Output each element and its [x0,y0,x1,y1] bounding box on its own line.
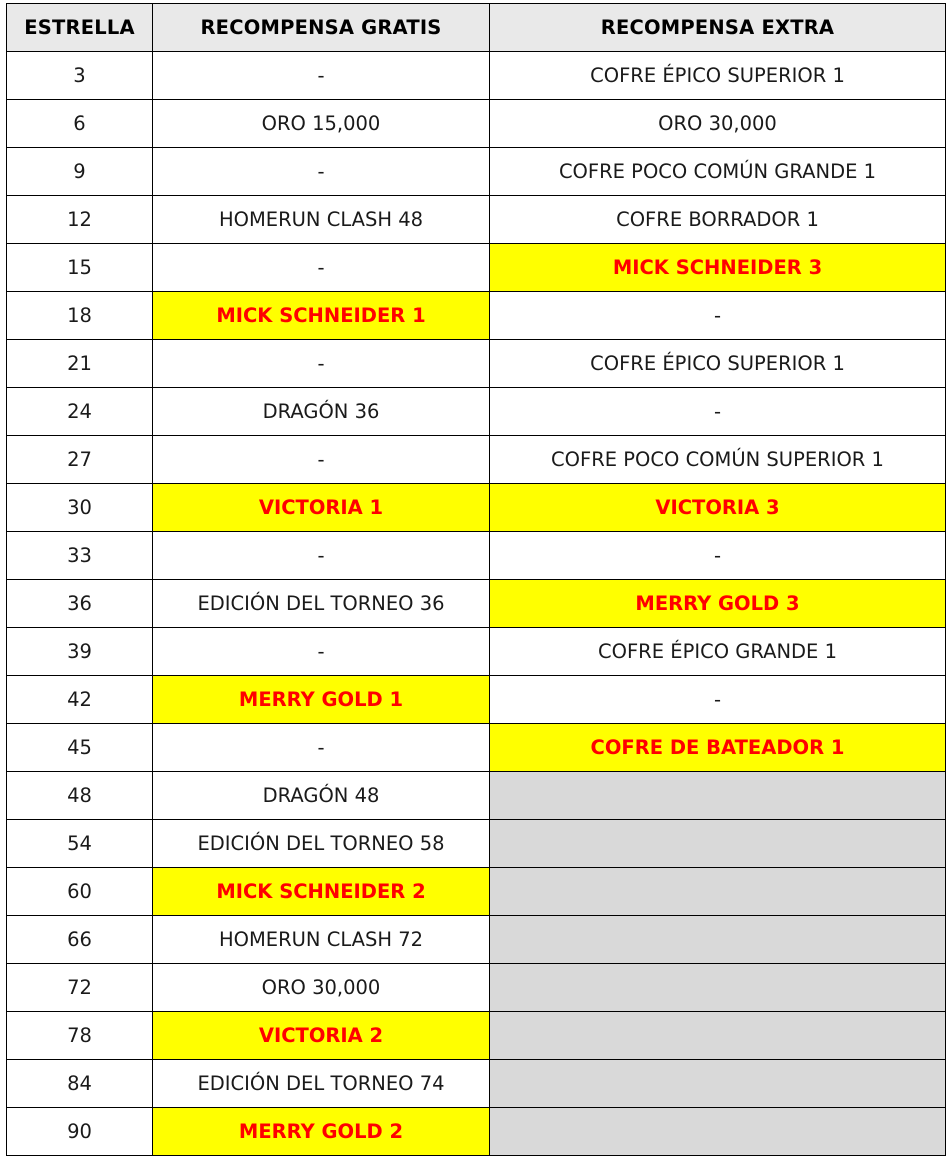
table-row [7,244,946,292]
table-row [7,436,946,484]
free-reward-cell: - [153,532,490,580]
header-recompensa-extra: RECOMPENSA EXTRA [490,4,946,52]
star-cell: 66 [7,916,153,964]
star-cell: 6 [7,100,153,148]
table-row [7,1012,946,1060]
free-reward-cell: HOMERUN CLASH 48 [153,196,490,244]
star-cell: 3 [7,52,153,100]
star-cell: 24 [7,388,153,436]
star-cell: 27 [7,436,153,484]
star-cell: 90 [7,1108,153,1156]
table-row [7,772,946,820]
free-reward-cell: MICK SCHNEIDER 1 [153,292,490,340]
header-row [7,4,946,52]
table-row [7,52,946,100]
star-cell: 33 [7,532,153,580]
extra-reward-cell: ORO 30,000 [490,100,946,148]
table-row [7,676,946,724]
table-row [7,868,946,916]
header-estrella: ESTRELLA [7,4,153,52]
table-row [7,580,946,628]
free-reward-cell: - [153,724,490,772]
extra-reward-cell: COFRE BORRADOR 1 [490,196,946,244]
table-row [7,532,946,580]
free-reward-cell: - [153,148,490,196]
free-reward-cell: ORO 30,000 [153,964,490,1012]
free-reward-cell: EDICIÓN DEL TORNEO 36 [153,580,490,628]
free-reward-cell: DRAGÓN 36 [153,388,490,436]
empty-extra-cell [490,964,946,1012]
free-reward-cell: - [153,340,490,388]
extra-reward-cell: - [490,532,946,580]
extra-reward-cell: - [490,292,946,340]
extra-reward-cell: - [490,676,946,724]
star-cell: 84 [7,1060,153,1108]
table-row [7,820,946,868]
free-reward-cell: - [153,244,490,292]
table-row [7,1060,946,1108]
empty-extra-cell [490,868,946,916]
star-cell: 54 [7,820,153,868]
star-cell: 12 [7,196,153,244]
free-reward-cell: DRAGÓN 48 [153,772,490,820]
star-cell: 39 [7,628,153,676]
free-reward-cell: MERRY GOLD 2 [153,1108,490,1156]
free-reward-cell: - [153,52,490,100]
empty-extra-cell [490,1012,946,1060]
empty-extra-cell [490,1060,946,1108]
table-row [7,340,946,388]
empty-extra-cell [490,820,946,868]
extra-reward-cell: COFRE ÉPICO SUPERIOR 1 [490,52,946,100]
extra-reward-cell: MICK SCHNEIDER 3 [490,244,946,292]
table-row [7,100,946,148]
star-cell: 36 [7,580,153,628]
extra-reward-cell: VICTORIA 3 [490,484,946,532]
extra-reward-cell: COFRE ÉPICO GRANDE 1 [490,628,946,676]
empty-extra-cell [490,772,946,820]
free-reward-cell: VICTORIA 2 [153,1012,490,1060]
star-cell: 60 [7,868,153,916]
empty-extra-cell [490,916,946,964]
extra-reward-cell: COFRE POCO COMÚN GRANDE 1 [490,148,946,196]
free-reward-cell: VICTORIA 1 [153,484,490,532]
table-header [7,4,946,52]
free-reward-cell: ORO 15,000 [153,100,490,148]
free-reward-cell: EDICIÓN DEL TORNEO 58 [153,820,490,868]
star-cell: 78 [7,1012,153,1060]
table-row [7,628,946,676]
free-reward-cell: HOMERUN CLASH 72 [153,916,490,964]
table-row [7,964,946,1012]
header-recompensa-gratis: RECOMPENSA GRATIS [153,4,490,52]
star-cell: 21 [7,340,153,388]
star-cell: 42 [7,676,153,724]
table-row [7,1108,946,1156]
extra-reward-cell: COFRE DE BATEADOR 1 [490,724,946,772]
table-row [7,484,946,532]
extra-reward-cell: - [490,388,946,436]
star-cell: 18 [7,292,153,340]
empty-extra-cell [490,1108,946,1156]
table-row [7,292,946,340]
table-row [7,148,946,196]
extra-reward-cell: MERRY GOLD 3 [490,580,946,628]
free-reward-cell: EDICIÓN DEL TORNEO 74 [153,1060,490,1108]
star-cell: 72 [7,964,153,1012]
table-body [7,52,946,1156]
free-reward-cell: - [153,436,490,484]
star-cell: 45 [7,724,153,772]
free-reward-cell: MERRY GOLD 1 [153,676,490,724]
table-row [7,916,946,964]
table-row [7,724,946,772]
rewards-table [6,3,946,1156]
star-cell: 30 [7,484,153,532]
star-cell: 9 [7,148,153,196]
extra-reward-cell: COFRE ÉPICO SUPERIOR 1 [490,340,946,388]
table-row [7,196,946,244]
star-cell: 15 [7,244,153,292]
free-reward-cell: MICK SCHNEIDER 2 [153,868,490,916]
extra-reward-cell: COFRE POCO COMÚN SUPERIOR 1 [490,436,946,484]
star-cell: 48 [7,772,153,820]
table-row [7,388,946,436]
free-reward-cell: - [153,628,490,676]
